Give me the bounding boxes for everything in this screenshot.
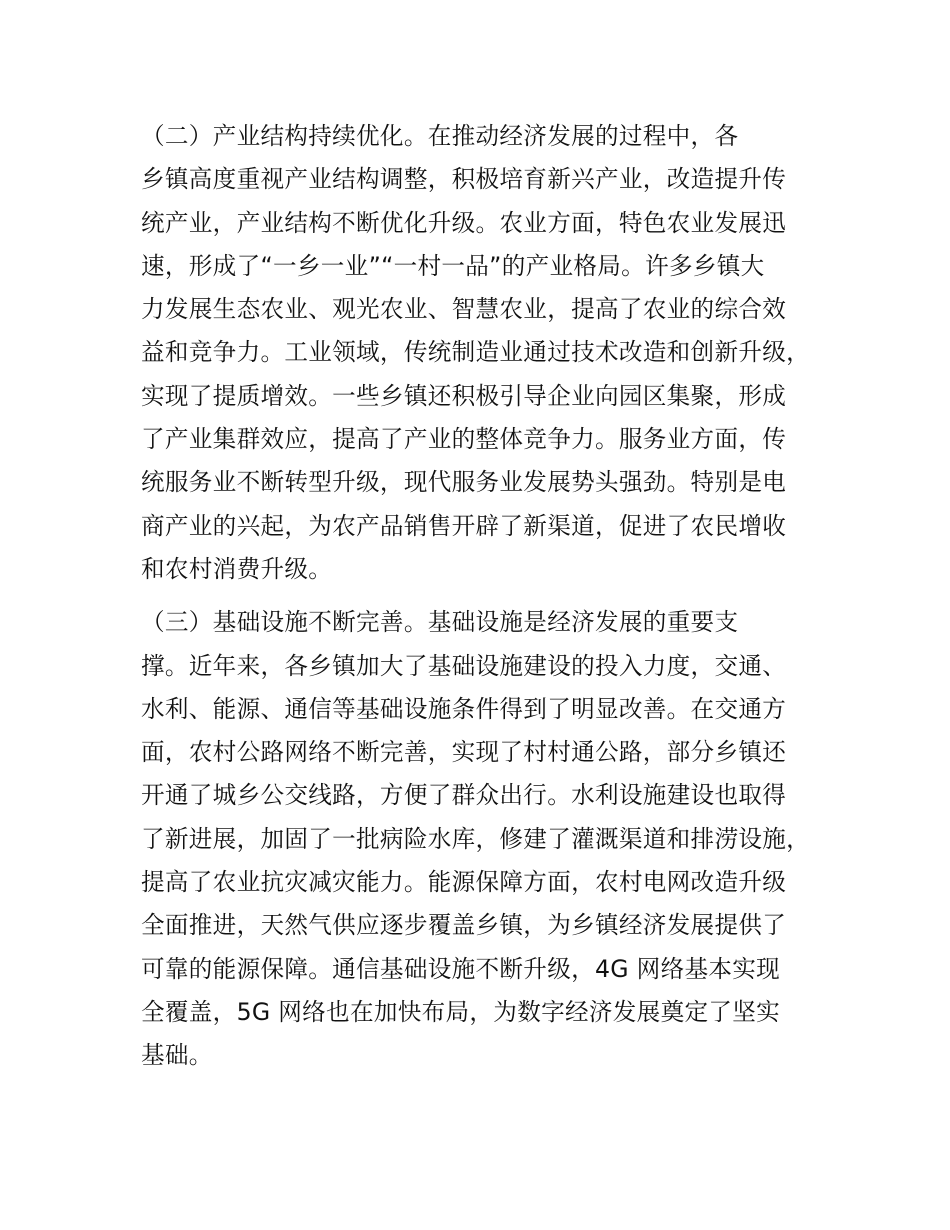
paragraph-line: 和农村消费升级。 (141, 554, 333, 583)
paragraph-line: 速，形成了“一乡一业”“一村一品”的产业格局。许多乡镇大 (141, 251, 765, 280)
paragraph-line: 可靠的能源保障。通信基础设施不断升级，4G 网络基本实现 (141, 954, 781, 983)
paragraph-line: 统服务业不断转型升级，现代服务业发展势头强劲。特别是电 (141, 468, 787, 497)
paragraph-line: 统产业，产业结构不断优化升级。农业方面，特色农业发展迅 (141, 208, 787, 237)
paragraph-line: 全覆盖，5G 网络也在加快布局，为数字经济发展奠定了坚实 (141, 997, 781, 1026)
paragraph-line: 商产业的兴起，为农产品销售开辟了新渠道，促进了农民增收 (141, 511, 787, 540)
paragraph-line: 力发展生态农业、观光农业、智慧农业，提高了农业的综合效 (141, 295, 787, 324)
paragraph-industrial-structure (141, 115, 836, 591)
paragraph-line: 基础。 (141, 1041, 213, 1070)
paragraph-line: 了产业集群效应，提高了产业的整体竞争力。服务业方面，传 (141, 425, 787, 454)
paragraph-infrastructure (141, 601, 836, 1077)
paragraph-line: 全面推进，天然气供应逐步覆盖乡镇，为乡镇经济发展提供了 (141, 911, 787, 940)
paragraph-line: 开通了城乡公交线路，方便了群众出行。水利设施建设也取得 (141, 781, 787, 810)
paragraph-line: 益和竞争力。工业领域，传统制造业通过技术改造和创新升级， (141, 338, 811, 367)
paragraph-line: 提高了农业抗灾减灾能力。能源保障方面，农村电网改造升级 (141, 868, 787, 897)
paragraph-line: 实现了提质增效。一些乡镇还积极引导企业向园区集聚，形成 (141, 381, 787, 410)
paragraph-line: 乡镇高度重视产业结构调整，积极培育新兴产业，改造提升传 (141, 165, 787, 194)
paragraph-line: 撑。近年来，各乡镇加大了基础设施建设的投入力度，交通、 (141, 651, 787, 680)
paragraph-line: 面，农村公路网络不断完善，实现了村村通公路，部分乡镇还 (141, 738, 787, 767)
paragraph-line: （二）产业结构持续优化。在推动经济发展的过程中，各 (141, 122, 739, 150)
paragraph-line: 水利、能源、通信等基础设施条件得到了明显改善。在交通方 (141, 694, 787, 723)
document-body (141, 115, 836, 1078)
paragraph-line: （三）基础设施不断完善。基础设施是经济发展的重要支 (141, 608, 739, 637)
paragraph-line: 了新进展，加固了一批病险水库，修建了灌溉渠道和排涝设施， (141, 824, 811, 853)
